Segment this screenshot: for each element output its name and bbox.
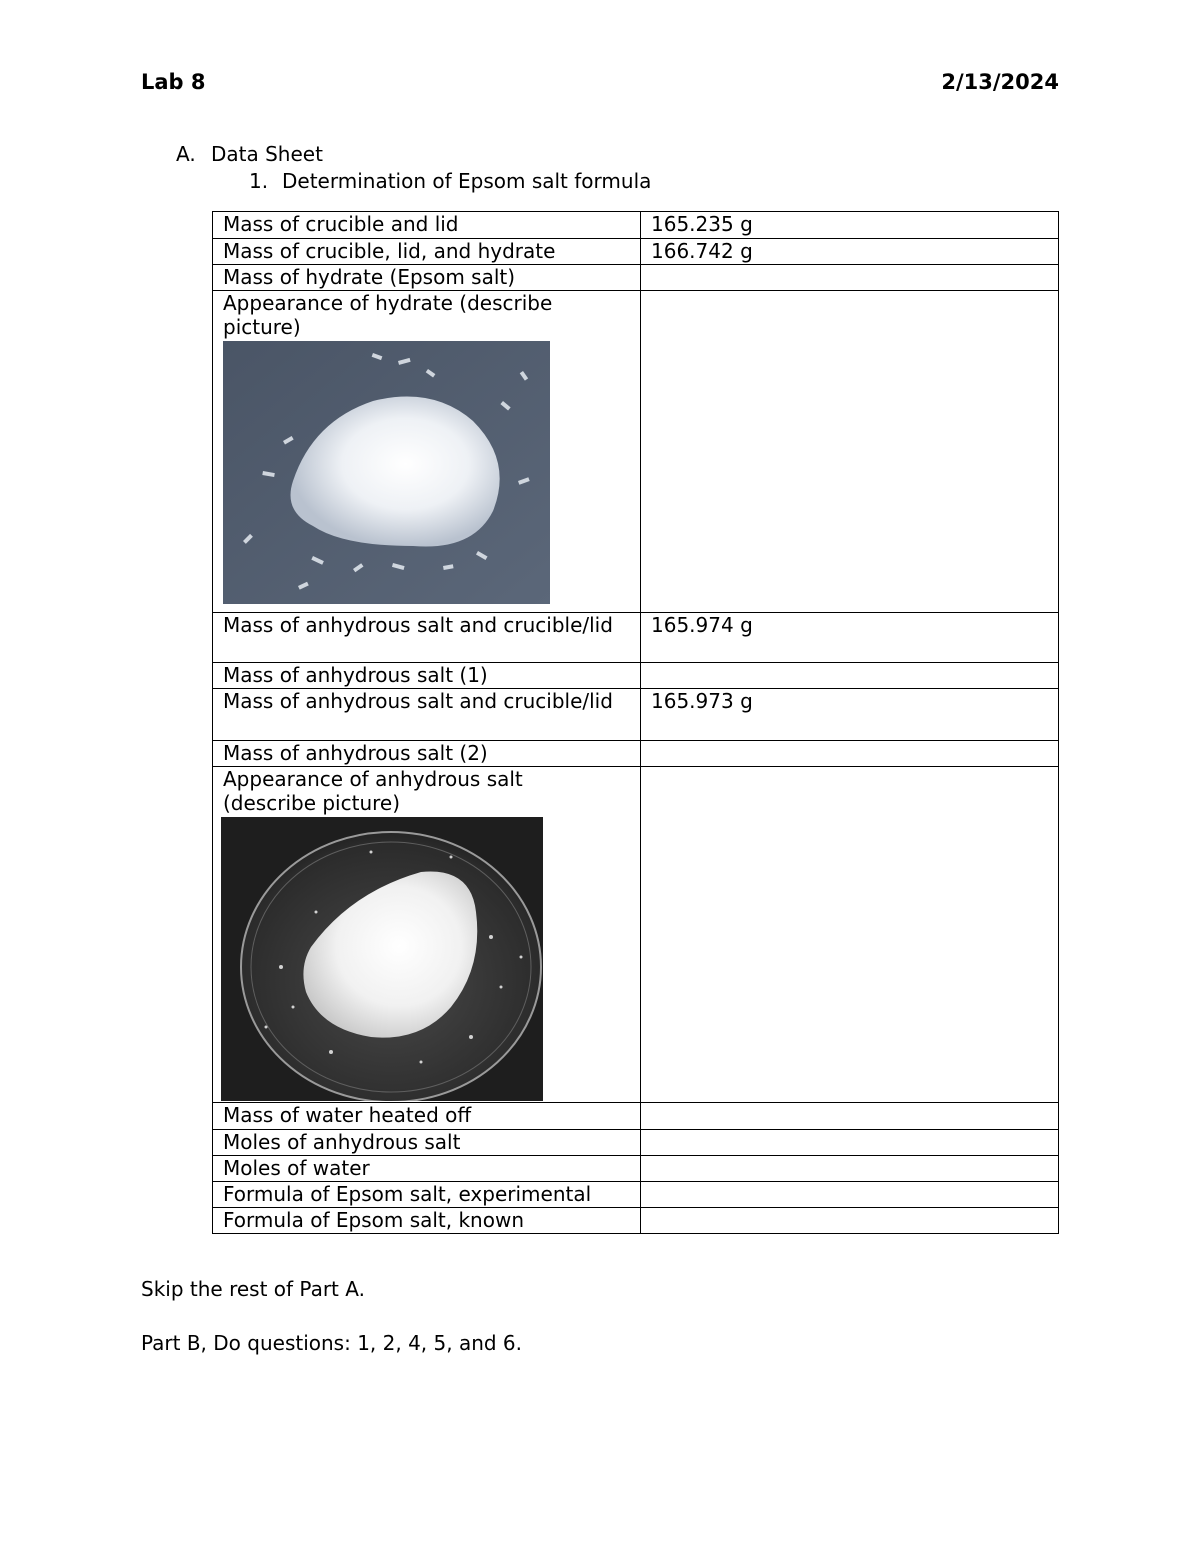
table-row: [213, 212, 1059, 239]
table-row: [213, 741, 1059, 767]
row-value: [641, 1103, 1059, 1130]
subsection-marker: 1.: [249, 169, 269, 193]
table-row: [213, 1182, 1059, 1208]
row-label: Mass of anhydrous salt (1): [213, 663, 641, 689]
table-row: [213, 239, 1059, 265]
row-label: Mass of crucible, lid, and hydrate: [213, 239, 641, 265]
row-value: [641, 741, 1059, 767]
section-heading: [176, 142, 323, 166]
table-row: [213, 613, 1059, 663]
table-row: [213, 767, 1059, 1103]
table-row: [213, 291, 1059, 613]
subsection-title: Determination of Epsom salt formula: [282, 169, 652, 193]
row-value: 165.973 g: [641, 689, 1059, 741]
table-row: [213, 1130, 1059, 1156]
table-row: [213, 1156, 1059, 1182]
row-label: Moles of anhydrous salt: [213, 1130, 641, 1156]
table-row: [213, 663, 1059, 689]
row-label: Appearance of anhydrous salt (describe picture): [223, 767, 523, 815]
header-lab-title: Lab 8: [141, 70, 206, 94]
subsection-heading: [249, 169, 651, 193]
row-value: [641, 1156, 1059, 1182]
row-label: Formula of Epsom salt, experimental: [213, 1182, 641, 1208]
row-value: [641, 291, 1059, 613]
row-value: [641, 1130, 1059, 1156]
row-label-with-photo: [213, 767, 641, 1103]
header-date: 2/13/2024: [941, 70, 1059, 94]
row-value: [641, 767, 1059, 1103]
row-value: [641, 1208, 1059, 1234]
data-sheet-table: [212, 211, 1059, 1234]
row-label: Mass of water heated off: [213, 1103, 641, 1130]
row-label: Mass of crucible and lid: [213, 212, 641, 239]
row-label: Appearance of hydrate (describe picture): [223, 291, 553, 339]
row-value: 165.974 g: [641, 613, 1059, 663]
hydrate-crystals-photo: [223, 341, 550, 604]
table-row: [213, 689, 1059, 741]
row-value: 166.742 g: [641, 239, 1059, 265]
row-label: Moles of water: [213, 1156, 641, 1182]
table-row: [213, 265, 1059, 291]
row-value: [641, 265, 1059, 291]
part-b-instruction: Part B, Do questions: 1, 2, 4, 5, and 6.: [141, 1331, 523, 1355]
skip-instruction: Skip the rest of Part A.: [141, 1277, 365, 1301]
table-row: [213, 1103, 1059, 1130]
row-label: Formula of Epsom salt, known: [213, 1208, 641, 1234]
section-marker: A.: [176, 142, 196, 166]
row-value: [641, 663, 1059, 689]
row-label: Mass of anhydrous salt (2): [213, 741, 641, 767]
row-label-with-photo: [213, 291, 641, 613]
section-title: Data Sheet: [211, 142, 323, 166]
row-label: Mass of anhydrous salt and crucible/lid: [213, 613, 641, 663]
row-value: [641, 1182, 1059, 1208]
row-label: Mass of anhydrous salt and crucible/lid: [213, 689, 641, 741]
row-label: Mass of hydrate (Epsom salt): [213, 265, 641, 291]
table-row: [213, 1208, 1059, 1234]
row-value: 165.235 g: [641, 212, 1059, 239]
anhydrous-salt-photo: [221, 817, 543, 1101]
